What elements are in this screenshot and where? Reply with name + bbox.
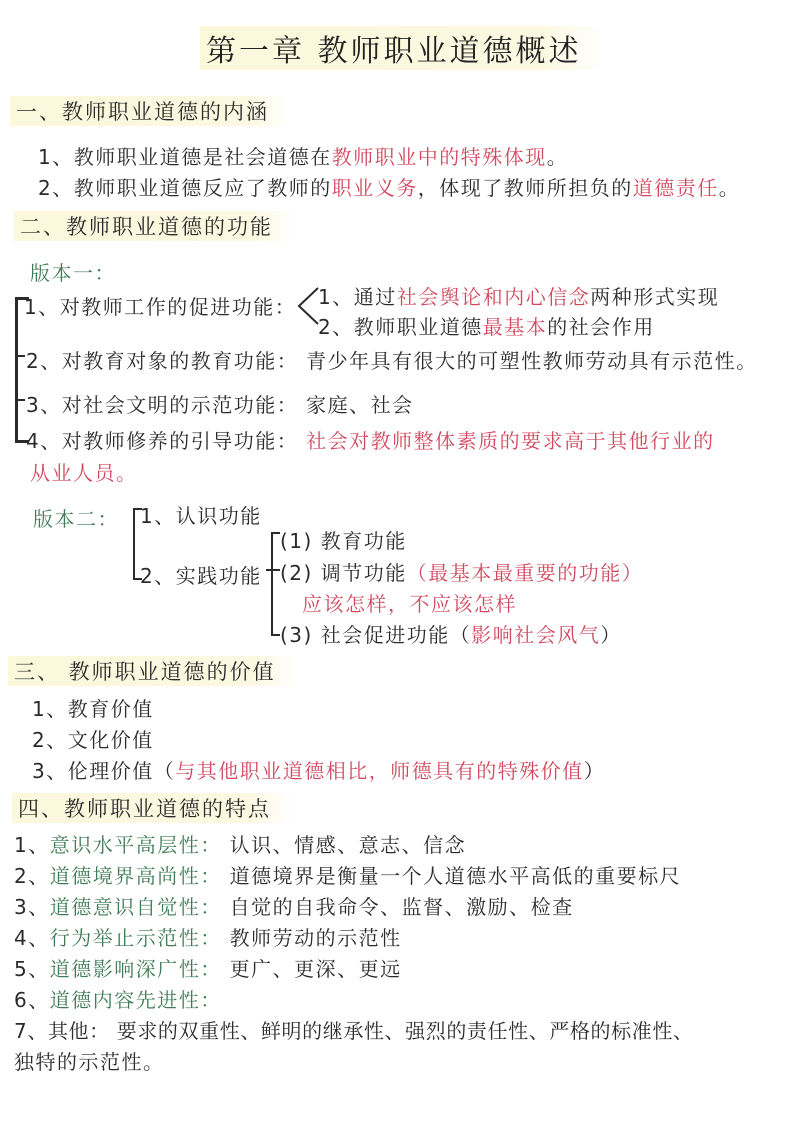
item-number: 1、	[318, 285, 354, 309]
item-number: 3、	[26, 393, 62, 417]
item-name: 对社会文明的示范功能：	[61, 393, 299, 417]
item-desc: 家庭、社会	[306, 393, 414, 417]
v1-item-1	[24, 291, 296, 320]
item-note: 与其他职业道德相比，师德具有的特殊价值	[175, 759, 584, 783]
page-title: 第一章 教师职业道德概述	[200, 26, 604, 70]
item-number: 1、	[24, 295, 60, 319]
v2-sub-2-extra: 应该怎样，不应该怎样	[302, 592, 517, 616]
item-number: 5、	[14, 957, 50, 981]
item-desc: 青少年具有很大的可塑性教师劳动具有示范性。	[306, 349, 758, 373]
feature-desc: 道德境界是衡量一个人道德水平高低的重要标尺	[229, 864, 682, 888]
key-point: 最基本	[482, 315, 548, 339]
item-number: 4、	[26, 429, 62, 453]
item-number: (1)	[280, 529, 313, 553]
version-one-label: 版本一：	[30, 261, 116, 285]
punctuation: 。	[546, 145, 569, 169]
v1-item-4-continued: 从业人员。	[30, 461, 138, 485]
version-two-label: 版本二：	[33, 507, 119, 531]
feature-name: 其他：	[47, 1019, 110, 1043]
feature-desc: 教师劳动的示范性	[229, 926, 402, 950]
key-point: 职业义务	[331, 176, 418, 200]
item-note: 影响社会风气	[471, 623, 601, 647]
v1-item-1-sub-2	[318, 311, 655, 340]
item-name: 认识功能	[175, 504, 262, 528]
item-text: 教师职业道德	[353, 315, 483, 339]
item-number: 1、	[140, 504, 176, 528]
bracket-line	[271, 532, 273, 636]
paren: ）	[583, 759, 606, 783]
feature-desc: 要求的双重性、鲜明的继承性、强烈的责任性、严格的标准性、	[116, 1019, 694, 1043]
connotation-item-1	[38, 141, 568, 170]
v2-item-1	[140, 500, 262, 529]
item-number: 2、	[14, 864, 50, 888]
key-point: 教师职业中的特殊体现	[331, 145, 547, 169]
bracket-line	[133, 508, 135, 580]
item-note: （最基本最重要的功能）	[406, 561, 644, 585]
key-point: 道德责任	[632, 176, 719, 200]
item-number: 2、	[318, 315, 354, 339]
feature-name: 道德境界高尚性：	[49, 864, 222, 888]
item-number: 4、	[14, 926, 50, 950]
v2-sub-3	[280, 619, 622, 648]
item-number: 6、	[14, 988, 50, 1012]
item-number: 1、	[14, 833, 50, 857]
section-heading-functions: 二、教师职业道德的功能	[14, 211, 295, 241]
bracket-tick	[15, 355, 25, 357]
feature-name: 道德影响深广性：	[49, 957, 222, 981]
item-name: 文化价值	[67, 728, 154, 752]
feature-name: 道德内容先进性：	[49, 988, 222, 1012]
item-number: 1、	[38, 145, 74, 169]
feature-item-5	[14, 953, 402, 982]
feature-item-4	[14, 922, 402, 951]
v2-item-2	[140, 560, 262, 589]
v2-sub-2	[280, 557, 643, 586]
feature-item-7	[14, 1015, 694, 1044]
feature-item-7-continued: 独特的示范性。	[14, 1050, 165, 1074]
item-number: 2、	[26, 349, 62, 373]
feature-name: 道德意识自觉性：	[49, 895, 222, 919]
item-name: 伦理价值	[67, 759, 154, 783]
bracket-tick	[271, 532, 280, 534]
item-text: 教师职业道德是社会道德在	[73, 145, 332, 169]
bracket-tick	[266, 569, 280, 571]
item-number: 2、	[140, 564, 176, 588]
feature-desc: 自觉的自我命令、监督、激励、检查	[229, 895, 574, 919]
value-item-3	[32, 755, 605, 784]
item-number: 3、	[32, 759, 68, 783]
value-item-2	[32, 724, 154, 753]
v1-item-4	[26, 425, 715, 454]
item-text: 教师职业道德反应了教师的	[73, 176, 332, 200]
section-heading-value: 三、 教师职业道德的价值	[8, 656, 298, 686]
paren: （	[153, 759, 176, 783]
item-number: 1、	[32, 697, 68, 721]
item-name: 对教师工作的促进功能：	[59, 295, 297, 319]
item-name: 教育功能	[320, 529, 407, 553]
feature-item-6	[14, 984, 222, 1013]
item-text: 通过	[353, 285, 397, 309]
item-number: 7、	[14, 1019, 48, 1043]
paren: ）	[600, 623, 622, 647]
feature-item-3	[14, 891, 574, 920]
v1-item-1-sub-1	[318, 281, 719, 310]
bracket-line	[15, 297, 18, 442]
item-number: 3、	[14, 895, 50, 919]
feature-name: 意识水平高层性：	[49, 833, 222, 857]
feature-desc: 更广、更深、更远	[229, 957, 402, 981]
feature-name: 行为举止示范性：	[49, 926, 222, 950]
item-name: 对教师修养的引导功能：	[61, 429, 299, 453]
bracket-tick	[15, 399, 25, 401]
item-text: 的社会作用	[547, 315, 655, 339]
item-name: 教育价值	[67, 697, 154, 721]
v1-item-2	[26, 345, 758, 374]
item-number: (2)	[280, 561, 313, 585]
value-item-1	[32, 693, 154, 722]
item-text: 两种形式实现	[590, 285, 720, 309]
v2-sub-1	[280, 525, 407, 554]
connotation-item-2	[38, 172, 740, 201]
item-name: 实践功能	[175, 564, 262, 588]
v1-item-3	[26, 389, 414, 418]
item-text: ，体现了教师所担负的	[417, 176, 633, 200]
feature-item-2	[14, 860, 681, 889]
item-number: 2、	[38, 176, 74, 200]
item-name: 社会促进功能	[320, 623, 450, 647]
item-name: 对教育对象的教育功能：	[61, 349, 299, 373]
item-name: 调节功能	[320, 561, 407, 585]
feature-desc: 认识、情感、意志、信念	[229, 833, 467, 857]
key-point: 社会舆论和内心信念	[396, 285, 591, 309]
section-heading-connotation: 一、教师职业道德的内涵	[10, 96, 291, 126]
angle-bracket-icon	[296, 284, 320, 328]
bracket-tick	[271, 634, 280, 636]
item-number: (3)	[280, 623, 313, 647]
item-number: 2、	[32, 728, 68, 752]
punctuation: 。	[718, 176, 741, 200]
feature-item-1	[14, 829, 466, 858]
item-desc: 社会对教师整体素质的要求高于其他行业的	[306, 429, 715, 453]
paren: （	[449, 623, 472, 647]
section-heading-features: 四、教师职业道德的特点	[12, 793, 293, 823]
